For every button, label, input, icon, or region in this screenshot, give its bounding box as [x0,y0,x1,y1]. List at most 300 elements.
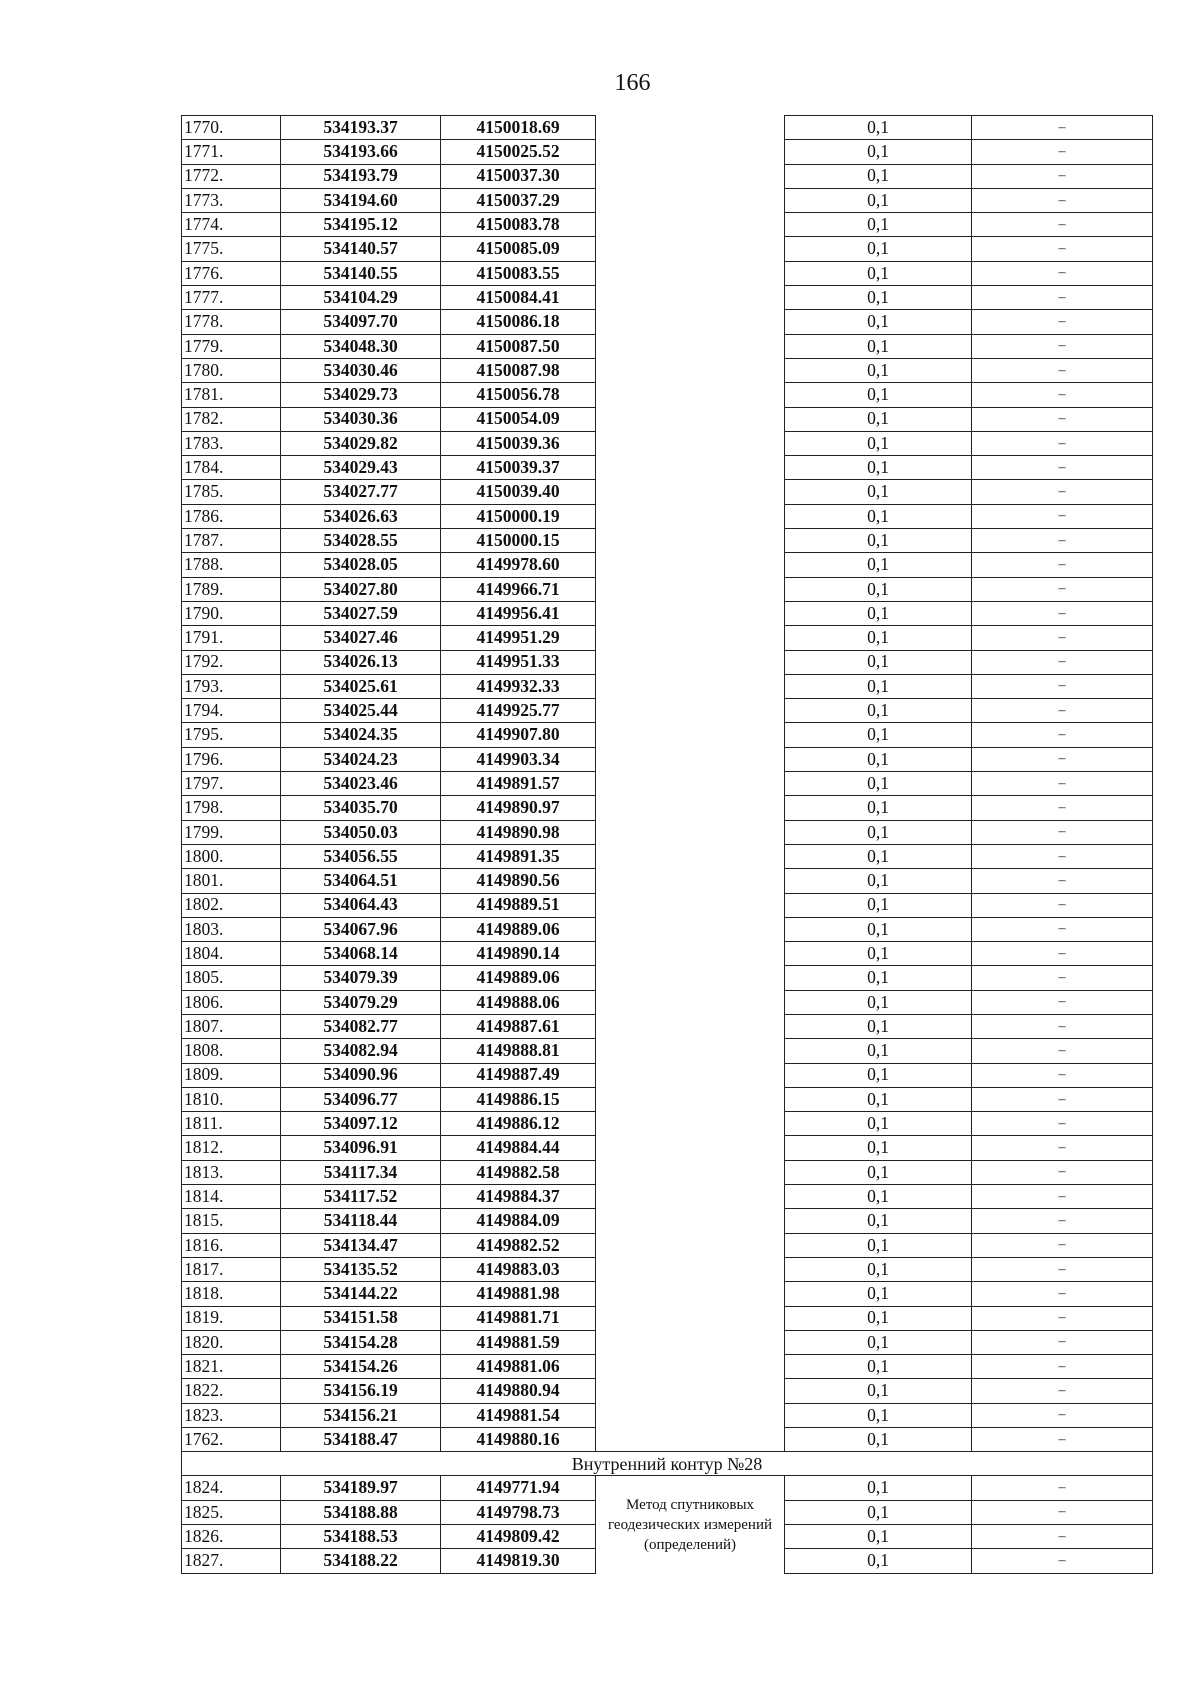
table-row [182,383,1153,407]
coordinate-x: 534064.43 [281,893,441,917]
coordinate-x: 534048.30 [281,334,441,358]
point-number: 1805. [182,966,281,990]
method-cell [596,261,785,285]
dash-cell: – [972,310,1153,334]
coordinate-x: 534030.36 [281,407,441,431]
dash-cell: – [972,213,1153,237]
method-cell [596,286,785,310]
table-row [182,1209,1153,1233]
dash-cell: – [972,1524,1153,1548]
accuracy-value: 0,1 [785,1282,972,1306]
coordinate-y: 4149883.03 [441,1257,596,1281]
dash-cell: – [972,1549,1153,1573]
accuracy-value: 0,1 [785,334,972,358]
method-cell [596,1014,785,1038]
table-row [182,553,1153,577]
point-number: 1771. [182,140,281,164]
coordinate-x: 534134.47 [281,1233,441,1257]
coordinate-y: 4150018.69 [441,116,596,140]
point-number: 1803. [182,917,281,941]
table-row [182,893,1153,917]
point-number: 1786. [182,504,281,528]
coordinate-x: 534144.22 [281,1282,441,1306]
coordinate-x: 534025.61 [281,674,441,698]
coordinate-y: 4149890.98 [441,820,596,844]
coordinate-x: 534082.77 [281,1014,441,1038]
accuracy-value: 0,1 [785,1524,972,1548]
accuracy-value: 0,1 [785,1306,972,1330]
accuracy-value: 0,1 [785,1428,972,1452]
accuracy-value: 0,1 [785,1209,972,1233]
accuracy-value: 0,1 [785,529,972,553]
point-number: 1778. [182,310,281,334]
dash-cell: – [972,1306,1153,1330]
point-number: 1773. [182,188,281,212]
method-cell [596,626,785,650]
dash-cell: – [972,772,1153,796]
dash-cell: – [972,893,1153,917]
point-number: 1776. [182,261,281,285]
method-cell [596,164,785,188]
accuracy-value: 0,1 [785,1014,972,1038]
method-cell [596,1428,785,1452]
coordinate-x: 534068.14 [281,942,441,966]
table-row [182,1330,1153,1354]
dash-cell: – [972,431,1153,455]
coordinate-y: 4149891.35 [441,844,596,868]
accuracy-value: 0,1 [785,504,972,528]
method-cell [596,553,785,577]
point-number: 1809. [182,1063,281,1087]
method-cell [596,990,785,1014]
accuracy-value: 0,1 [785,116,972,140]
accuracy-value: 0,1 [785,480,972,504]
table-row [182,213,1153,237]
method-cell [596,1063,785,1087]
method-cell [596,1039,785,1063]
coordinate-y: 4149890.14 [441,942,596,966]
coordinate-y: 4150085.09 [441,237,596,261]
table-row [182,116,1153,140]
dash-cell: – [972,358,1153,382]
point-number: 1826. [182,1524,281,1548]
point-number: 1775. [182,237,281,261]
point-number: 1802. [182,893,281,917]
accuracy-value: 0,1 [785,286,972,310]
point-number: 1777. [182,286,281,310]
coordinate-x: 534140.55 [281,261,441,285]
coordinate-y: 4149809.42 [441,1524,596,1548]
coordinate-x: 534193.66 [281,140,441,164]
method-cell [596,796,785,820]
table-row [182,1282,1153,1306]
coordinate-y: 4149932.33 [441,674,596,698]
coordinate-y: 4149925.77 [441,699,596,723]
point-number: 1819. [182,1306,281,1330]
accuracy-value: 0,1 [785,1087,972,1111]
accuracy-value: 0,1 [785,869,972,893]
table-row [182,140,1153,164]
method-cell [596,1209,785,1233]
accuracy-value: 0,1 [785,1379,972,1403]
point-number: 1817. [182,1257,281,1281]
dash-cell: – [972,529,1153,553]
coordinate-y: 4149889.51 [441,893,596,917]
accuracy-value: 0,1 [785,310,972,334]
table-row [182,188,1153,212]
method-cell [596,699,785,723]
point-number: 1818. [182,1282,281,1306]
method-cell [596,674,785,698]
method-cell [596,1185,785,1209]
dash-cell: – [972,1282,1153,1306]
method-cell [596,504,785,528]
point-number: 1814. [182,1185,281,1209]
point-number: 1774. [182,213,281,237]
table-row [182,942,1153,966]
coordinate-y: 4150087.50 [441,334,596,358]
accuracy-value: 0,1 [785,140,972,164]
coordinate-x: 534029.73 [281,383,441,407]
point-number: 1811. [182,1112,281,1136]
method-description: Метод спутниковых геодезических измерений (определений) [607,1496,773,1553]
dash-cell: – [972,140,1153,164]
method-cell [596,188,785,212]
table-row [182,723,1153,747]
method-cell [596,917,785,941]
point-number: 1790. [182,601,281,625]
accuracy-value: 0,1 [785,431,972,455]
method-cell [596,723,785,747]
coordinate-x: 534029.82 [281,431,441,455]
coordinate-x: 534096.91 [281,1136,441,1160]
coordinate-y: 4150054.09 [441,407,596,431]
coordinate-x: 534079.39 [281,966,441,990]
dash-cell: – [972,1063,1153,1087]
coordinate-x: 534154.26 [281,1355,441,1379]
dash-cell: – [972,116,1153,140]
method-cell [596,140,785,164]
table-row [182,820,1153,844]
coordinate-x: 534028.05 [281,553,441,577]
method-cell [596,820,785,844]
dash-cell: – [972,990,1153,1014]
coordinate-x: 534097.12 [281,1112,441,1136]
coordinate-y: 4150083.55 [441,261,596,285]
accuracy-value: 0,1 [785,966,972,990]
dash-cell: – [972,383,1153,407]
dash-cell: – [972,626,1153,650]
method-cell [596,747,785,771]
point-number: 1821. [182,1355,281,1379]
coordinate-y: 4149907.80 [441,723,596,747]
accuracy-value: 0,1 [785,1160,972,1184]
dash-cell: – [972,966,1153,990]
accuracy-value: 0,1 [785,1355,972,1379]
method-cell [596,116,785,140]
coordinate-y: 4149819.30 [441,1549,596,1573]
method-cell [596,942,785,966]
dash-cell: – [972,796,1153,820]
accuracy-value: 0,1 [785,261,972,285]
accuracy-value: 0,1 [785,917,972,941]
coordinate-x: 534024.23 [281,747,441,771]
coordinate-x: 534193.79 [281,164,441,188]
coordinate-y: 4150037.30 [441,164,596,188]
dash-cell: – [972,261,1153,285]
table-row [182,407,1153,431]
coordinate-y: 4150083.78 [441,213,596,237]
accuracy-value: 0,1 [785,1233,972,1257]
coordinate-y: 4149951.29 [441,626,596,650]
dash-cell: – [972,504,1153,528]
method-cell [596,1087,785,1111]
dash-cell: – [972,164,1153,188]
accuracy-value: 0,1 [785,1403,972,1427]
dash-cell: – [972,650,1153,674]
table-row [182,334,1153,358]
point-number: 1824. [182,1476,281,1500]
dash-cell: – [972,1257,1153,1281]
accuracy-value: 0,1 [785,650,972,674]
coordinate-x: 534026.63 [281,504,441,528]
dash-cell: – [972,1355,1153,1379]
point-number: 1800. [182,844,281,868]
point-number: 1796. [182,747,281,771]
coordinate-y: 4149886.15 [441,1087,596,1111]
table-row [182,1476,1153,1500]
coordinate-y: 4150039.37 [441,456,596,480]
accuracy-value: 0,1 [785,796,972,820]
coordinate-y: 4150025.52 [441,140,596,164]
coordinate-x: 534189.97 [281,1476,441,1500]
coordinate-x: 534117.52 [281,1185,441,1209]
method-cell [596,1355,785,1379]
coordinate-x: 534135.52 [281,1257,441,1281]
point-number: 1797. [182,772,281,796]
coordinate-y: 4149881.71 [441,1306,596,1330]
method-cell [596,869,785,893]
method-cell [596,1306,785,1330]
coordinate-x: 534154.28 [281,1330,441,1354]
table-body-inner-contour [182,1452,1153,1573]
accuracy-value: 0,1 [785,1112,972,1136]
point-number: 1813. [182,1160,281,1184]
coordinate-y: 4150000.19 [441,504,596,528]
dash-cell: – [972,1209,1153,1233]
coordinate-x: 534024.35 [281,723,441,747]
table-row [182,358,1153,382]
method-cell [596,966,785,990]
method-cell [596,1379,785,1403]
table-row [182,699,1153,723]
dash-cell: – [972,1403,1153,1427]
table-row [182,1160,1153,1184]
point-number: 1815. [182,1209,281,1233]
coordinate-x: 534027.46 [281,626,441,650]
dash-cell: – [972,334,1153,358]
coordinate-y: 4149903.34 [441,747,596,771]
table-row [182,1379,1153,1403]
table-row [182,310,1153,334]
coordinate-x: 534028.55 [281,529,441,553]
point-number: 1779. [182,334,281,358]
table-row [182,1087,1153,1111]
accuracy-value: 0,1 [785,577,972,601]
table-row [182,869,1153,893]
coordinate-y: 4149882.58 [441,1160,596,1184]
coordinate-y: 4149880.94 [441,1379,596,1403]
dash-cell: – [972,480,1153,504]
coordinate-x: 534193.37 [281,116,441,140]
point-number: 1793. [182,674,281,698]
table-row [182,966,1153,990]
table-row [182,237,1153,261]
coordinate-x: 534050.03 [281,820,441,844]
coordinate-x: 534188.53 [281,1524,441,1548]
coordinate-y: 4149771.94 [441,1476,596,1500]
point-number: 1823. [182,1403,281,1427]
point-number: 1762. [182,1428,281,1452]
point-number: 1810. [182,1087,281,1111]
coordinate-y: 4149888.81 [441,1039,596,1063]
coordinate-x: 534117.34 [281,1160,441,1184]
coordinate-y: 4150084.41 [441,286,596,310]
accuracy-value: 0,1 [785,237,972,261]
accuracy-value: 0,1 [785,1063,972,1087]
table-row [182,1112,1153,1136]
table-row [182,529,1153,553]
table-row [182,1063,1153,1087]
dash-cell: – [972,942,1153,966]
coordinate-y: 4150000.15 [441,529,596,553]
point-number: 1812. [182,1136,281,1160]
point-number: 1770. [182,116,281,140]
table-row [182,674,1153,698]
method-cell [596,1112,785,1136]
point-number: 1780. [182,358,281,382]
coordinate-y: 4149956.41 [441,601,596,625]
point-number: 1781. [182,383,281,407]
dash-cell: – [972,553,1153,577]
table-row [182,796,1153,820]
table-row [182,1233,1153,1257]
dash-cell: – [972,577,1153,601]
table-row [182,577,1153,601]
accuracy-value: 0,1 [785,1476,972,1500]
coordinate-x: 534025.44 [281,699,441,723]
coordinate-y: 4149884.37 [441,1185,596,1209]
accuracy-value: 0,1 [785,358,972,382]
coordinate-y: 4149881.06 [441,1355,596,1379]
method-cell [596,577,785,601]
table-row [182,772,1153,796]
coordinate-x: 534188.88 [281,1500,441,1524]
point-number: 1804. [182,942,281,966]
table-row [182,626,1153,650]
dash-cell: – [972,1112,1153,1136]
accuracy-value: 0,1 [785,553,972,577]
table-row [182,1136,1153,1160]
table-row [182,1403,1153,1427]
dash-cell: – [972,1379,1153,1403]
coordinate-y: 4149881.98 [441,1282,596,1306]
dash-cell: – [972,1476,1153,1500]
coordinate-x: 534140.57 [281,237,441,261]
coordinate-x: 534151.58 [281,1306,441,1330]
accuracy-value: 0,1 [785,1257,972,1281]
accuracy-value: 0,1 [785,820,972,844]
method-cell [596,310,785,334]
coordinate-y: 4149880.16 [441,1428,596,1452]
accuracy-value: 0,1 [785,456,972,480]
table-row [182,1355,1153,1379]
method-cell [596,213,785,237]
coordinate-y: 4149881.54 [441,1403,596,1427]
coordinate-y: 4150037.29 [441,188,596,212]
method-cell [596,1403,785,1427]
method-cell [596,1160,785,1184]
point-number: 1788. [182,553,281,577]
accuracy-value: 0,1 [785,1039,972,1063]
coordinate-y: 4150039.40 [441,480,596,504]
dash-cell: – [972,1428,1153,1452]
point-number: 1798. [182,796,281,820]
coordinate-y: 4149881.59 [441,1330,596,1354]
coordinate-x: 534194.60 [281,188,441,212]
point-number: 1820. [182,1330,281,1354]
coordinate-x: 534027.59 [281,601,441,625]
dash-cell: – [972,917,1153,941]
table-row [182,261,1153,285]
coordinate-x: 534067.96 [281,917,441,941]
table-row [182,504,1153,528]
method-cell [596,358,785,382]
coordinate-y: 4149890.56 [441,869,596,893]
coordinate-y: 4149891.57 [441,772,596,796]
dash-cell: – [972,1330,1153,1354]
accuracy-value: 0,1 [785,188,972,212]
point-number: 1784. [182,456,281,480]
accuracy-value: 0,1 [785,164,972,188]
method-cell [596,650,785,674]
coordinate-y: 4149884.09 [441,1209,596,1233]
table-row [182,286,1153,310]
accuracy-value: 0,1 [785,1185,972,1209]
point-number: 1772. [182,164,281,188]
accuracy-value: 0,1 [785,723,972,747]
method-cell [596,456,785,480]
accuracy-value: 0,1 [785,407,972,431]
point-number: 1785. [182,480,281,504]
point-number: 1795. [182,723,281,747]
dash-cell: – [972,1500,1153,1524]
page-number: 166 [614,70,651,96]
method-cell [596,383,785,407]
point-number: 1825. [182,1500,281,1524]
coordinate-x: 534104.29 [281,286,441,310]
table-row [182,480,1153,504]
dash-cell: – [972,1160,1153,1184]
coordinate-y: 4150087.98 [441,358,596,382]
coordinate-x: 534023.46 [281,772,441,796]
table-row [182,1014,1153,1038]
coordinate-y: 4149978.60 [441,553,596,577]
table-row [182,456,1153,480]
point-number: 1822. [182,1379,281,1403]
coordinate-y: 4149887.61 [441,1014,596,1038]
coordinate-y: 4149884.44 [441,1136,596,1160]
